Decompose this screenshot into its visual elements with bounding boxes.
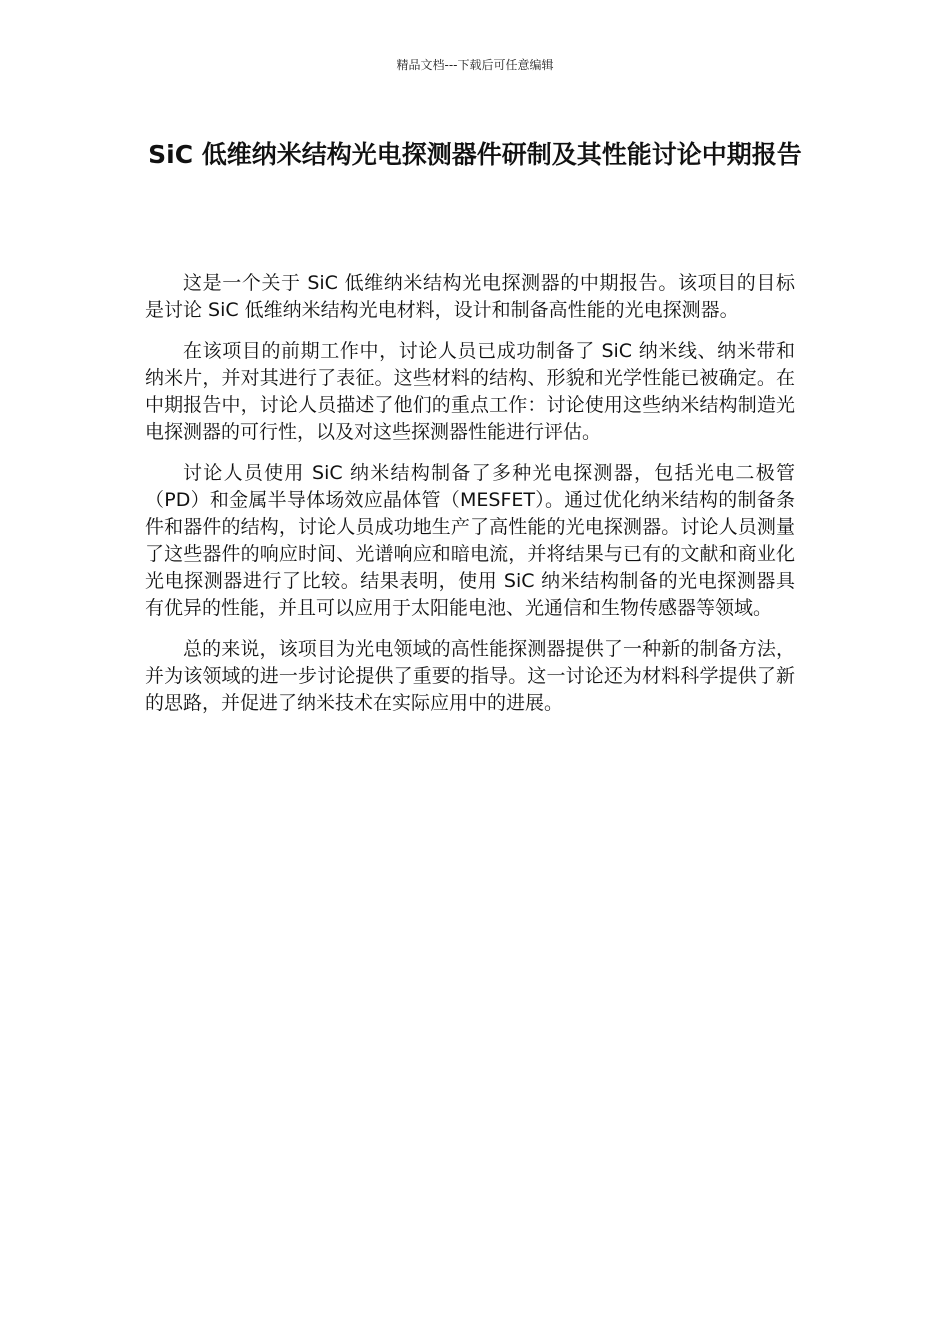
body-paragraph-3: 讨论人员使用 SiC 纳米结构制备了多种光电探测器，包括光电二极管（PD）和金属半导体场效应晶体管（MESFET）。通过优化纳米结构的制备条件和器件的结构，讨论人员成功地生产了高性能的光电探测器。讨论人员测量了这些器件的响应时间、光谱响应和暗电流，并将结果与已有的文献和商业化光电探测器进行了比较。结果表明，使用 SiC 纳米结构制备的光电探测器具有优异的性能，并且可以应用于太阳能电池、光通信和生物传感器等领域。 [145,462,795,619]
body-paragraph-4: 总的来说，该项目为光电领域的高性能探测器提供了一种新的制备方法，并为该领域的进一步讨论提供了重要的指导。这一讨论还为材料科学提供了新的思路，并促进了纳米技术在实际应用中的进展。 [145,638,795,714]
page-header: 精品文档---下载后可任意编辑 [396,58,554,72]
body-paragraph-1: 这是一个关于 SiC 低维纳米结构光电探测器的中期报告。该项目的目标是讨论 SiC 低维纳米结构光电材料，设计和制备高性能的光电探测器。 [145,272,795,321]
body-paragraph-2: 在该项目的前期工作中，讨论人员已成功制备了 SiC 纳米线、纳米带和纳米片，并对其进行了表征。这些材料的结构、形貌和光学性能已被确定。在中期报告中，讨论人员描述了他们的重点工作：讨论使用这些纳米结构制造光电探测器的可行性，以及对这些探测器性能进行评估。 [145,340,795,443]
document-body [145,270,795,731]
document-title: SiC 低维纳米结构光电探测器件研制及其性能讨论中期报告 [148,140,802,169]
